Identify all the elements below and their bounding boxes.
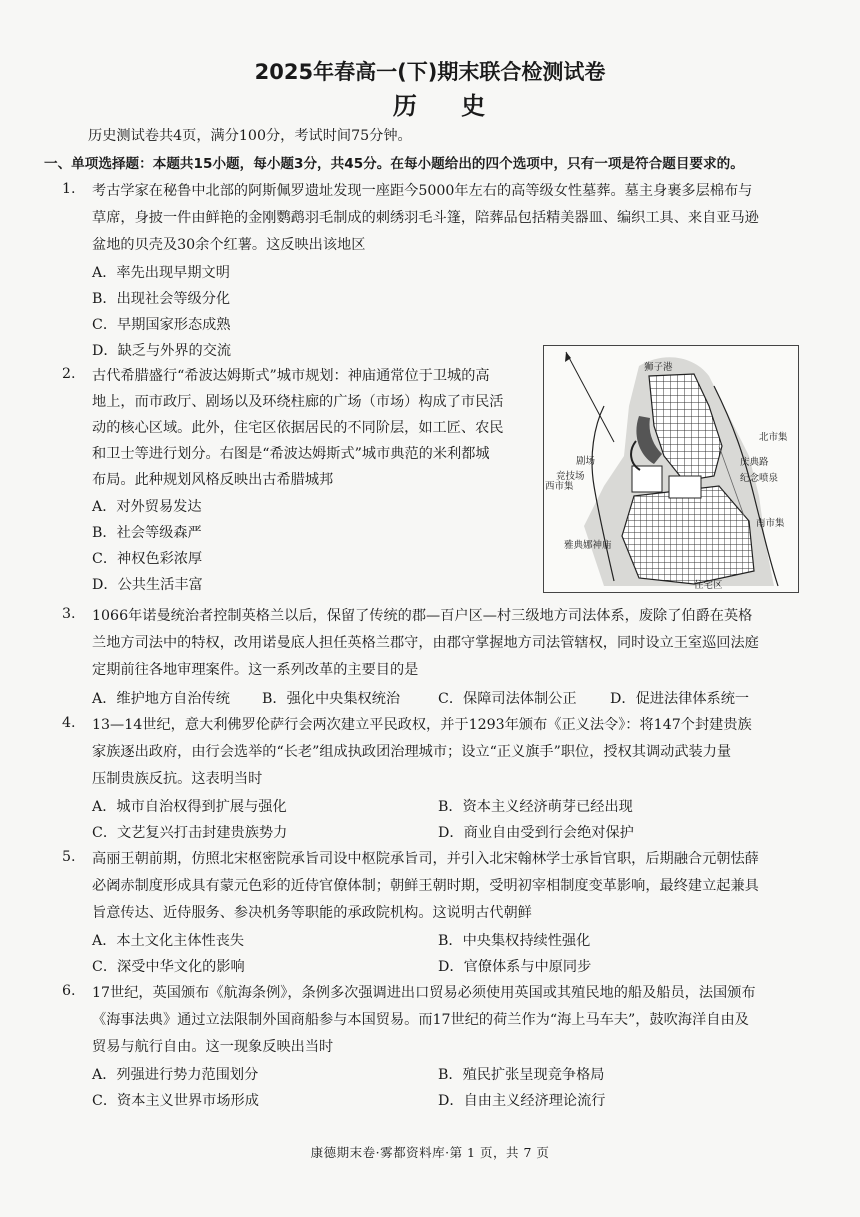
question-number: 5. — [62, 849, 76, 865]
option-b[interactable]: B．资本主义经济萌芽已经出现 — [438, 799, 633, 815]
question-text: 兰地方司法中的特权，改用诺曼底人担任英格兰郡守，由郡守掌握地方司法管辖权，同时设立王室巡回法庭 — [92, 635, 759, 651]
option-c[interactable]: C．资本主义世界市场形成 — [92, 1093, 259, 1109]
question-text: 《海事法典》通过立法限制外国商船参与本国贸易。而17世纪的荷兰作为“海上马车夫”，鼓吹海洋自由及 — [92, 1012, 749, 1028]
option-c[interactable]: C．深受中华文化的影响 — [92, 959, 245, 975]
option-c[interactable]: C．早期国家形态成熟 — [92, 317, 231, 333]
question-number: 2. — [62, 366, 76, 382]
question-text: 古代希腊盛行“希波达姆斯式”城市规划：神庙通常位于卫城的高 — [92, 368, 490, 384]
option-a[interactable]: A．对外贸易发达 — [92, 499, 202, 515]
section-heading: 一、单项选择题：本题共15小题，每小题3分，共45分。在每小题给出的四个选项中，只有一项是符合题目要求的。 — [44, 156, 744, 172]
question-text: 地上，而市政厅、剧场以及环绕柱廊的广场（市场）构成了市民活 — [92, 394, 504, 410]
page-footer: 康德期末卷·雾都资料库·第 1 页，共 7 页 — [310, 1145, 550, 1160]
question-text: 贸易与航行自由。这一现象反映出当时 — [92, 1039, 334, 1055]
map-label-north-market: 北市集 — [759, 432, 788, 443]
question-text: 定期前往各地审理案件。这一系列改革的主要目的是 — [92, 662, 419, 678]
miletus-city-map — [543, 345, 799, 593]
option-b[interactable]: B．中央集权持续性强化 — [438, 933, 591, 949]
exam-intro: 历史测试卷共4页，满分100分，考试时间75分钟。 — [88, 128, 412, 144]
map-label-stadium: 竞技场 — [556, 471, 585, 482]
option-a[interactable]: A．维护地方自治传统 — [92, 691, 230, 707]
option-d[interactable]: D．缺乏与外界的交流 — [92, 343, 232, 359]
question-text: 盆地的贝壳及30余个红薯。这反映出该地区 — [92, 237, 366, 253]
question-text: 旨意传达、近侍服务、参决机务等职能的承政院机构。这说明古代朝鲜 — [92, 905, 532, 921]
option-d[interactable]: D．官僚体系与中原同步 — [438, 959, 592, 975]
question-number: 4. — [62, 715, 76, 731]
option-b[interactable]: B．殖民扩张呈现竞争格局 — [438, 1067, 605, 1083]
map-label-residential: 住宅区 — [694, 580, 723, 591]
question-text: 高丽王朝前期，仿照北宋枢密院承旨司设中枢院承旨司，并引入北宋翰林学士承旨官职，后期融合元朝怯薛 — [92, 851, 759, 867]
option-b[interactable]: B．社会等级森严 — [92, 525, 202, 541]
option-c[interactable]: C．神权色彩浓厚 — [92, 551, 203, 567]
exam-title: 2025年春高一(下)期末联合检测试卷 — [254, 60, 606, 84]
map-label-west-market: 西市集 — [545, 481, 574, 492]
option-a[interactable]: A．列强进行势力范围划分 — [92, 1067, 259, 1083]
map-label-theater: 剧场 — [576, 456, 596, 467]
option-c[interactable]: C．文艺复兴打击封建贵族势力 — [92, 825, 288, 841]
option-c[interactable]: C．保障司法体制公正 — [438, 691, 577, 707]
map-label-south-market: 南市集 — [756, 518, 785, 529]
option-b[interactable]: B．强化中央集权统治 — [262, 691, 401, 707]
option-a[interactable]: A．城市自治权得到扩展与强化 — [92, 799, 287, 815]
option-b[interactable]: B．出现社会等级分化 — [92, 291, 231, 307]
option-a[interactable]: A．率先出现早期文明 — [92, 265, 230, 281]
question-text: 布局。此种规划风格反映出古希腊城邦 — [92, 472, 334, 488]
question-number: 1. — [62, 181, 76, 197]
question-text: 1066年诺曼统治者控制英格兰以后，保留了传统的郡—百户区—村三级地方司法体系，废除了伯爵在英格 — [92, 608, 753, 624]
option-d[interactable]: D．自由主义经济理论流行 — [438, 1093, 606, 1109]
map-label-fountain: 纪念喷泉 — [740, 473, 779, 484]
question-text: 动的核心区域。此外，住宅区依据居民的不同阶层，如工匠、农民 — [92, 420, 504, 436]
option-a[interactable]: A．本土文化主体性丧失 — [92, 933, 245, 949]
option-d[interactable]: D．公共生活丰富 — [92, 577, 203, 593]
map-label-festival-road: 庆典路 — [740, 457, 769, 468]
question-text: 压制贵族反抗。这表明当时 — [92, 771, 263, 787]
subject-title: 历 史 — [392, 92, 504, 120]
question-text: 和卫士等进行划分。右图是“希波达姆斯式”城市典范的米利都城 — [92, 446, 490, 462]
question-text: 13—14世纪，意大利佛罗伦萨行会两次建立平民政权，并于1293年颁布《正义法令》：将147个封建贵族 — [92, 717, 752, 733]
option-d[interactable]: D．促进法律体系统一 — [610, 691, 750, 707]
question-number: 6. — [62, 983, 76, 999]
question-number: 3. — [62, 606, 76, 622]
question-text: 考古学家在秘鲁中北部的阿斯佩罗遗址发现一座距今5000年左右的高等级女性墓葬。墓主身裹多层棉布与 — [92, 183, 753, 199]
map-label-athena-temple: 雅典娜神庙 — [564, 540, 612, 551]
question-text: 草席，身披一件由鲜艳的金刚鹦鹉羽毛制成的刺绣羽毛斗篷，陪葬品包括精美器皿、编织工具、来自亚马逊 — [92, 210, 759, 226]
question-text: 家族逐出政府，由行会选举的“长老”组成执政团治理城市；设立“正义旗手”职位，授权其调动武装力量 — [92, 744, 732, 760]
question-text: 17世纪，英国颁布《航海条例》，条例多次强调进出口贸易必须使用英国或其殖民地的船及船员，法国颁布 — [92, 985, 756, 1001]
map-label-lion-harbor: 狮子港 — [644, 362, 673, 373]
question-text: 必阇赤制度形成具有蒙元色彩的近侍官僚体制；朝鲜王朝时期，受明初宰相制度变革影响，最终建立起兼具 — [92, 878, 759, 894]
option-d[interactable]: D．商业自由受到行会绝对保护 — [438, 825, 634, 841]
